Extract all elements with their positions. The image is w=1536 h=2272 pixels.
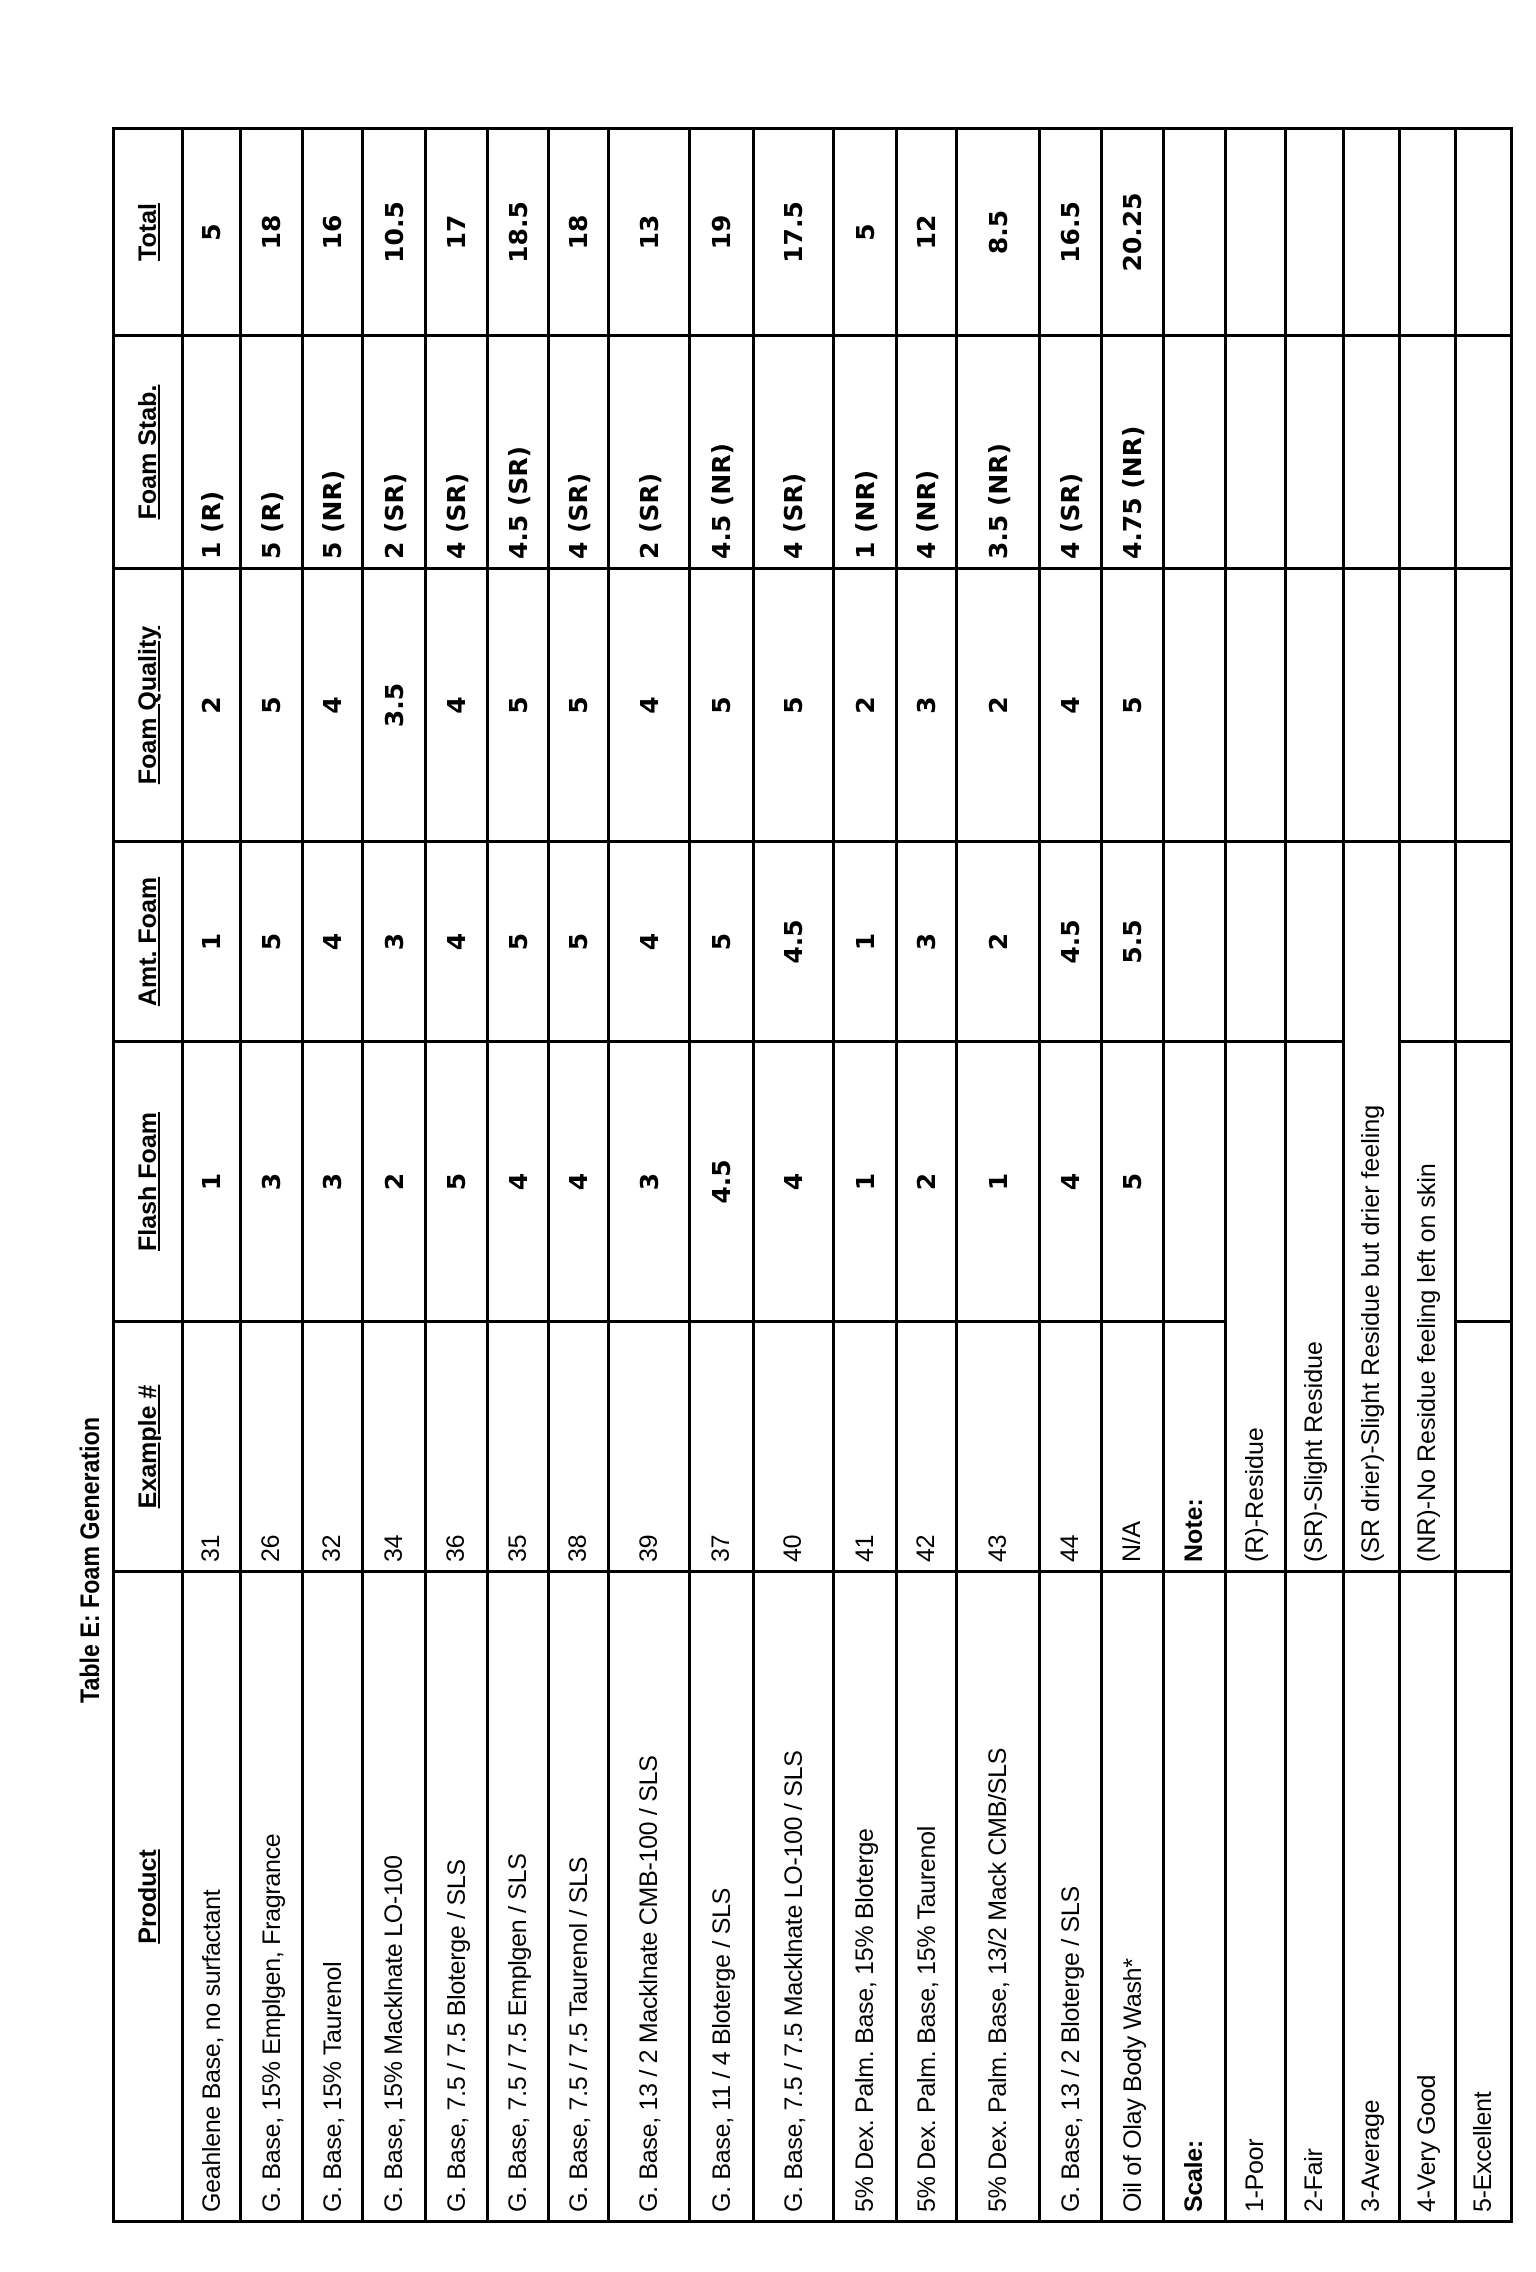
cell-product: G. Base, 11 / 4 Bloterge / SLS: [690, 1572, 754, 2222]
cell-quality: 2: [834, 569, 897, 842]
cell-flash: 2: [363, 1042, 426, 1322]
note-item: (SR drier)-Slight Residue but drier feeling: [1344, 842, 1400, 1572]
legend-row: [1286, 129, 1344, 2222]
cell-quality: 5: [549, 569, 609, 842]
cell-total: 16.5: [1040, 129, 1102, 336]
cell-stab: 2 (SR): [609, 336, 690, 569]
legend-row: [1344, 129, 1400, 2222]
empty-cell: [1226, 842, 1286, 1042]
scale-item: 3-Average: [1344, 1572, 1400, 2222]
cell-quality: 5: [690, 569, 754, 842]
table-row: [426, 129, 488, 2222]
empty-cell: [1400, 129, 1456, 336]
table-row: [754, 129, 834, 2222]
empty-cell: [1344, 129, 1400, 336]
cell-example: 37: [690, 1322, 754, 1572]
cell-product: 5% Dex. Palm. Base, 15% Taurenol: [897, 1572, 957, 2222]
cell-flash: 4: [1040, 1042, 1102, 1322]
empty-cell: [1286, 842, 1344, 1042]
empty-cell: [1400, 336, 1456, 569]
empty-cell: [1456, 569, 1512, 842]
cell-amt: 4: [609, 842, 690, 1042]
cell-amt: 5: [549, 842, 609, 1042]
cell-flash: 3: [303, 1042, 363, 1322]
cell-product: G. Base, 13 / 2 Bloterge / SLS: [1040, 1572, 1102, 2222]
cell-stab: 1 (NR): [834, 336, 897, 569]
cell-stab: 5 (NR): [303, 336, 363, 569]
cell-stab: 4.75 (NR): [1102, 336, 1164, 569]
empty-cell: [1164, 336, 1226, 569]
cell-total: 8.5: [957, 129, 1040, 336]
cell-total: 18: [549, 129, 609, 336]
empty-cell: [1344, 336, 1400, 569]
cell-stab: 4.5 (SR): [488, 336, 549, 569]
cell-stab: 2 (SR): [363, 336, 426, 569]
col-header-product: Product: [114, 1572, 183, 2222]
col-header-foam-stab: Foam Stab.: [114, 336, 183, 569]
cell-example: 38: [549, 1322, 609, 1572]
empty-cell: [1456, 1042, 1512, 1322]
cell-amt: 4.5: [1040, 842, 1102, 1042]
cell-total: 13: [609, 129, 690, 336]
note-label: Note:: [1164, 1322, 1226, 1572]
cell-total: 10.5: [363, 129, 426, 336]
cell-amt: 3: [897, 842, 957, 1042]
cell-example: 34: [363, 1322, 426, 1572]
table-row: [363, 129, 426, 2222]
cell-amt: 4: [303, 842, 363, 1042]
table-row: [834, 129, 897, 2222]
cell-amt: 5: [690, 842, 754, 1042]
cell-example: 26: [241, 1322, 303, 1572]
col-header-flash-foam: Flash Foam: [114, 1042, 183, 1322]
cell-flash: 4: [549, 1042, 609, 1322]
cell-quality: 4: [609, 569, 690, 842]
cell-product: G. Base, 7.5 / 7.5 Macklnate LO-100 / SLS: [754, 1572, 834, 2222]
cell-flash: 2: [897, 1042, 957, 1322]
legend-row: [1226, 129, 1286, 2222]
empty-cell: [1400, 842, 1456, 1042]
legend-row: [1400, 129, 1456, 2222]
cell-stab: 4 (SR): [1040, 336, 1102, 569]
cell-product: G. Base, 13 / 2 Macklnate CMB-100 / SLS: [609, 1572, 690, 2222]
cell-total: 18.5: [488, 129, 549, 336]
cell-quality: 3.5: [363, 569, 426, 842]
cell-example: 43: [957, 1322, 1040, 1572]
empty-cell: [1456, 336, 1512, 569]
cell-quality: 5: [1102, 569, 1164, 842]
cell-flash: 1: [957, 1042, 1040, 1322]
cell-quality: 2: [957, 569, 1040, 842]
foam-generation-table: [112, 127, 1513, 2223]
cell-example: 44: [1040, 1322, 1102, 1572]
table-row: [303, 129, 363, 2222]
cell-flash: 1: [834, 1042, 897, 1322]
col-header-total: Total: [114, 129, 183, 336]
cell-flash: 4.5: [690, 1042, 754, 1322]
empty-cell: [1344, 569, 1400, 842]
table-row: [549, 129, 609, 2222]
empty-cell: [1164, 129, 1226, 336]
table-row: [1102, 129, 1164, 2222]
cell-flash: 4: [754, 1042, 834, 1322]
cell-quality: 5: [488, 569, 549, 842]
table-row: [488, 129, 549, 2222]
cell-total: 17: [426, 129, 488, 336]
cell-product: G. Base, 7.5 / 7.5 Bloterge / SLS: [426, 1572, 488, 2222]
note-item: (R)-Residue: [1226, 1042, 1286, 1572]
note-item: [1456, 1322, 1512, 1572]
scale-item: 2-Fair: [1286, 1572, 1344, 2222]
table-title: Table E: Foam Generation: [75, 1416, 105, 1703]
scale-label: Scale:: [1164, 1572, 1226, 2222]
cell-example: 31: [183, 1322, 241, 1572]
cell-product: Oil of Olay Body Wash*: [1102, 1572, 1164, 2222]
cell-flash: 4: [488, 1042, 549, 1322]
cell-stab: 4 (SR): [549, 336, 609, 569]
cell-amt: 1: [183, 842, 241, 1042]
cell-example: 42: [897, 1322, 957, 1572]
table-row: [241, 129, 303, 2222]
table-row: [183, 129, 241, 2222]
cell-product: G. Base, 15% Emplgen, Fragrance: [241, 1572, 303, 2222]
cell-total: 18: [241, 129, 303, 336]
cell-example: 40: [754, 1322, 834, 1572]
empty-cell: [1164, 569, 1226, 842]
cell-quality: 5: [241, 569, 303, 842]
empty-cell: [1286, 129, 1344, 336]
cell-product: G. Base, 7.5 / 7.5 Emplgen / SLS: [488, 1572, 549, 2222]
cell-product: 5% Dex. Palm. Base, 13/2 Mack CMB/SLS: [957, 1572, 1040, 2222]
cell-amt: 4: [426, 842, 488, 1042]
empty-cell: [1226, 336, 1286, 569]
rotated-page: [70, 130, 1510, 2223]
table-row: [1040, 129, 1102, 2222]
empty-cell: [1400, 569, 1456, 842]
cell-flash: 3: [609, 1042, 690, 1322]
cell-stab: 3.5 (NR): [957, 336, 1040, 569]
cell-flash: 5: [1102, 1042, 1164, 1322]
cell-quality: 4: [1040, 569, 1102, 842]
empty-cell: [1226, 129, 1286, 336]
header-row: [114, 129, 183, 2222]
cell-example: 36: [426, 1322, 488, 1572]
cell-flash: 1: [183, 1042, 241, 1322]
table-row: [897, 129, 957, 2222]
cell-quality: 2: [183, 569, 241, 842]
cell-total: 5: [834, 129, 897, 336]
scale-item: 5-Excellent: [1456, 1572, 1512, 2222]
cell-product: G. Base, 15% Macklnate LO-100: [363, 1572, 426, 2222]
cell-amt: 1: [834, 842, 897, 1042]
legend-header-row: [1164, 129, 1226, 2222]
cell-stab: 4 (SR): [426, 336, 488, 569]
empty-cell: [1164, 842, 1226, 1042]
cell-stab: 4 (NR): [897, 336, 957, 569]
cell-total: 16: [303, 129, 363, 336]
cell-product: Geahlene Base, no surfactant: [183, 1572, 241, 2222]
cell-total: 19: [690, 129, 754, 336]
cell-product: G. Base, 7.5 / 7.5 Taurenol / SLS: [549, 1572, 609, 2222]
cell-amt: 3: [363, 842, 426, 1042]
table-row: [690, 129, 754, 2222]
cell-amt: 4.5: [754, 842, 834, 1042]
cell-example: 32: [303, 1322, 363, 1572]
table-row: [609, 129, 690, 2222]
cell-flash: 3: [241, 1042, 303, 1322]
col-header-example: Example #: [114, 1322, 183, 1572]
cell-example: 41: [834, 1322, 897, 1572]
col-header-amt-foam: Amt. Foam: [114, 842, 183, 1042]
cell-stab: 1 (R): [183, 336, 241, 569]
cell-quality: 4: [426, 569, 488, 842]
scale-item: 4-Very Good: [1400, 1572, 1456, 2222]
cell-product: G. Base, 15% Taurenol: [303, 1572, 363, 2222]
cell-quality: 4: [303, 569, 363, 842]
cell-quality: 5: [754, 569, 834, 842]
col-header-foam-quality: Foam Quality: [114, 569, 183, 842]
empty-cell: [1286, 336, 1344, 569]
cell-stab: 4.5 (NR): [690, 336, 754, 569]
cell-flash: 5: [426, 1042, 488, 1322]
cell-example: 35: [488, 1322, 549, 1572]
cell-stab: 4 (SR): [754, 336, 834, 569]
cell-amt: 2: [957, 842, 1040, 1042]
empty-cell: [1226, 569, 1286, 842]
legend-row: [1456, 129, 1512, 2222]
cell-total: 20.25: [1102, 129, 1164, 336]
empty-cell: [1456, 842, 1512, 1042]
cell-quality: 3: [897, 569, 957, 842]
empty-cell: [1456, 129, 1512, 336]
scale-item: 1-Poor: [1226, 1572, 1286, 2222]
cell-total: 5: [183, 129, 241, 336]
cell-amt: 5.5: [1102, 842, 1164, 1042]
cell-product: 5% Dex. Palm. Base, 15% Bloterge: [834, 1572, 897, 2222]
cell-example: 39: [609, 1322, 690, 1572]
cell-amt: 5: [241, 842, 303, 1042]
empty-cell: [1164, 1042, 1226, 1322]
cell-total: 12: [897, 129, 957, 336]
cell-example: N/A: [1102, 1322, 1164, 1572]
note-item: (NR)-No Residue feeling left on skin: [1400, 1042, 1456, 1572]
cell-stab: 5 (R): [241, 336, 303, 569]
note-item: (SR)-Slight Residue: [1286, 1042, 1344, 1572]
cell-amt: 5: [488, 842, 549, 1042]
table-row: [957, 129, 1040, 2222]
cell-total: 17.5: [754, 129, 834, 336]
empty-cell: [1286, 569, 1344, 842]
